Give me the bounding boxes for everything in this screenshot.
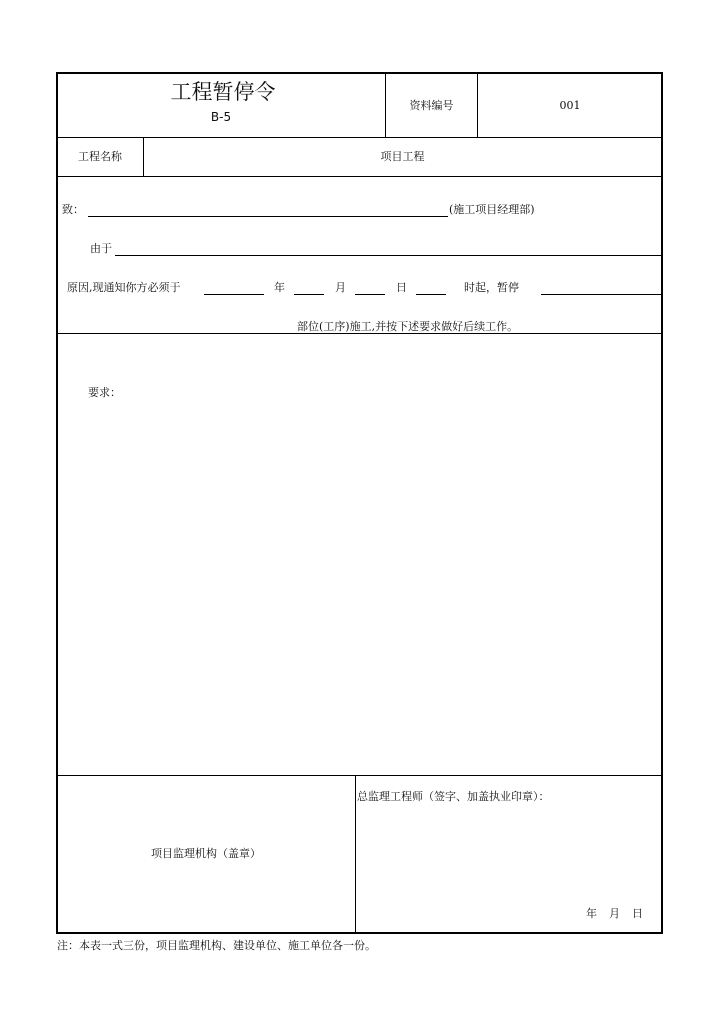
requirements-label: 要求： xyxy=(88,386,121,399)
form-code: B-5 xyxy=(210,110,232,124)
part-text: 部位(工序)施工,并按下述要求做好后续工作。 xyxy=(297,320,519,333)
year-underline xyxy=(204,294,264,295)
form-title: 工程暂停令 xyxy=(170,80,276,104)
org-seal-label: 项目监理机构（盖章） xyxy=(151,847,261,860)
stop-underline xyxy=(541,294,662,295)
sign-date-day: 日 xyxy=(632,907,643,920)
month-underline xyxy=(294,294,324,295)
day-underline xyxy=(355,294,385,295)
doc-no-value: 001 xyxy=(559,99,581,112)
to-underline xyxy=(88,216,448,217)
engineer-signature-label: 总监理工程师（签字、加盖执业印章）： xyxy=(357,790,550,803)
frame-top xyxy=(56,72,663,74)
to-suffix: (施工项目经理部) xyxy=(449,203,535,216)
hour-underline xyxy=(416,294,446,295)
year-label: 年 xyxy=(274,281,285,294)
frame-right xyxy=(661,72,663,934)
frame-left xyxy=(56,72,58,934)
month-label: 月 xyxy=(335,281,346,294)
day-label: 日 xyxy=(396,281,407,294)
due-to-underline xyxy=(115,255,662,256)
frame-bottom xyxy=(56,932,663,934)
footnote: 注：本表一式三份，项目监理机构、建设单位、施工单位各一份。 xyxy=(57,939,376,952)
due-to-label: 由于 xyxy=(90,242,112,255)
reason-text: 原因,现通知你方必须于 xyxy=(67,281,181,294)
from-hour-text: 时起，暂停 xyxy=(464,281,519,294)
doc-no-label: 资料编号 xyxy=(409,99,454,112)
sign-date-year: 年 xyxy=(586,907,597,920)
part-underline xyxy=(58,333,294,334)
project-name-value: 项目工程 xyxy=(380,150,425,163)
project-name-label: 工程名称 xyxy=(78,150,122,163)
header-bottom-line xyxy=(56,137,663,138)
footer-top-line xyxy=(56,775,663,776)
sign-date-month: 月 xyxy=(609,907,620,920)
footer-divider xyxy=(355,775,356,933)
project-bottom-line xyxy=(56,176,663,177)
to-prefix: 致： xyxy=(62,203,84,216)
